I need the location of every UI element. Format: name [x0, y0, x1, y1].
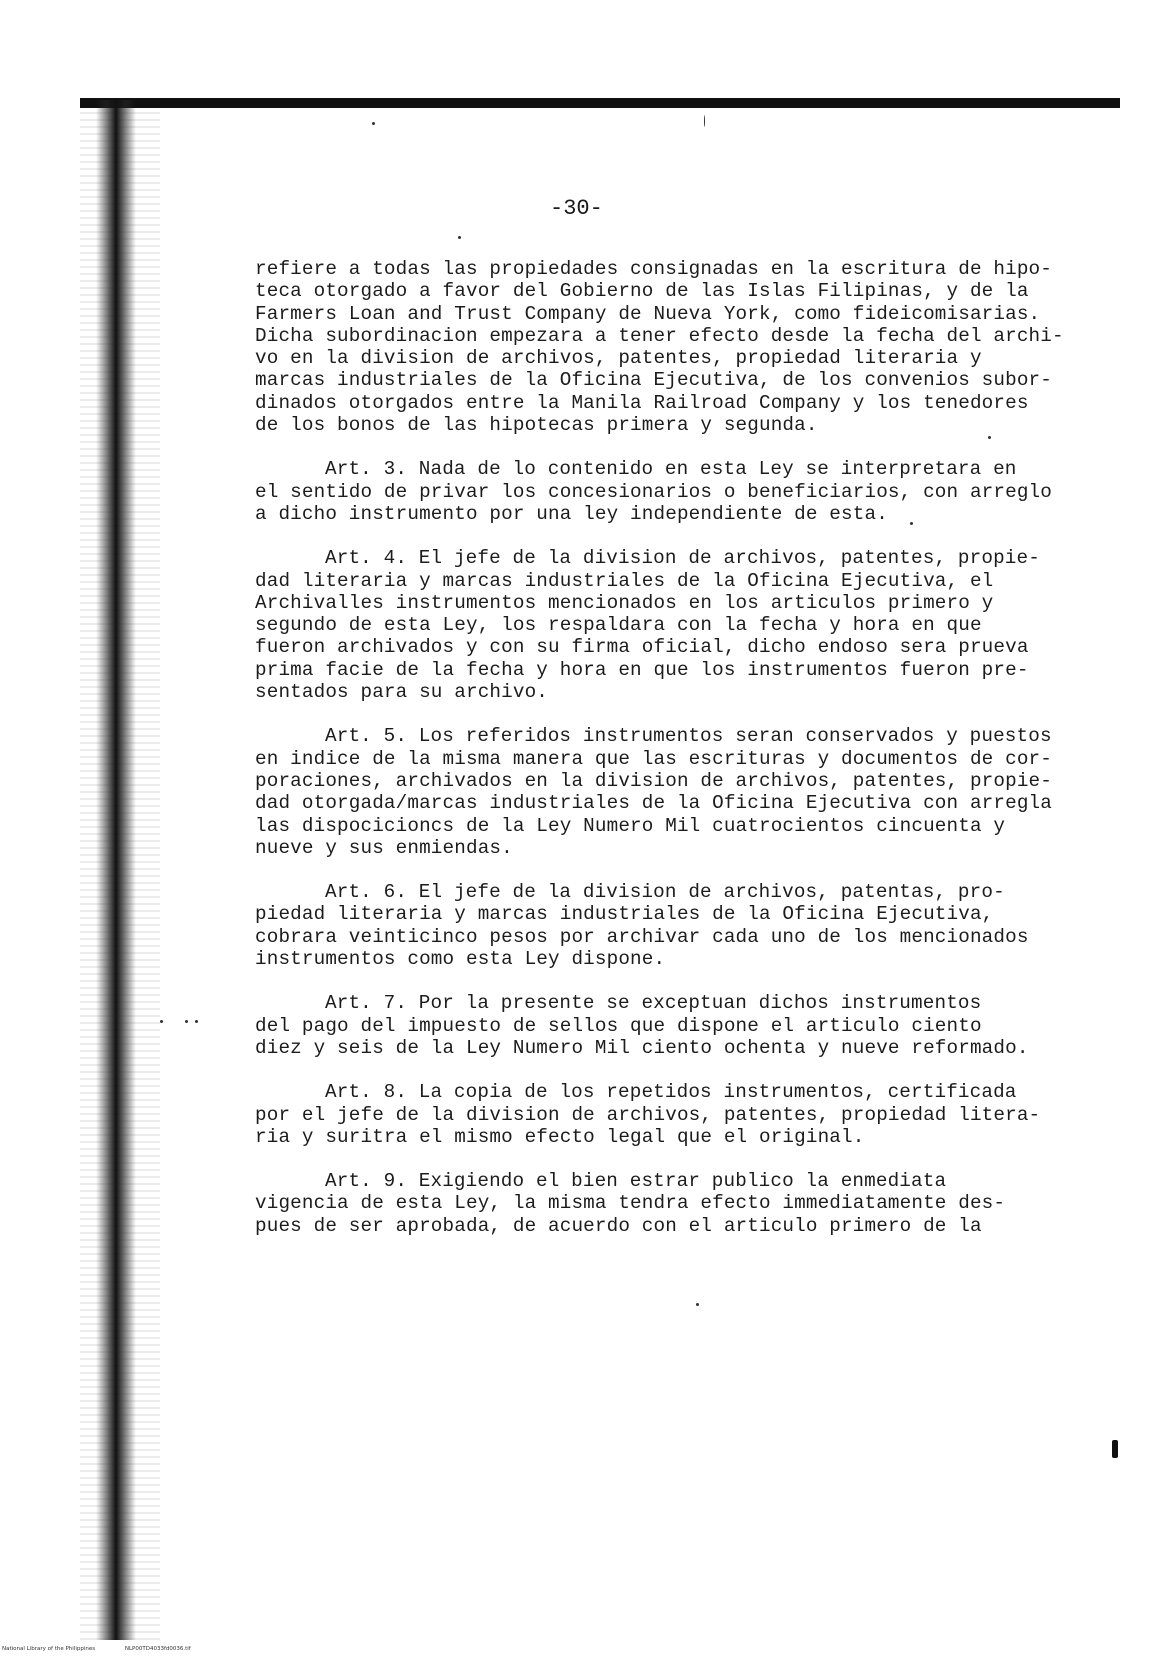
text-line: Farmers Loan and Trust Company de Nueva York, como fideicomisarias. — [255, 302, 1041, 325]
text-line: Art. 6. El jefe de la division de archivos, patentas, pro- — [325, 881, 1005, 904]
text-line: dad literaria y marcas industriales de la Oficina Ejecutiva, el — [255, 569, 994, 592]
text-line: vo en la division de archivos, patentes, propiedad literaria y — [255, 347, 982, 370]
footer-file: NLP00TD4033fd0036.tif — [124, 1646, 191, 1652]
text-line: cobrara veinticinco pesos por archivar cada uno de los mencionados — [255, 925, 1029, 948]
paragraph-continuation — [255, 258, 1075, 436]
text-line: ria y suritra el mismo efecto legal que el original. — [255, 1125, 865, 1148]
scan-speck — [160, 1020, 163, 1023]
text-line: teca otorgado a favor del Gobierno de las Islas Filipinas, y de la — [255, 280, 1029, 303]
text-line: Art. 5. Los referidos instrumentos seran conservados y puestos — [325, 725, 1052, 748]
scan-top-border — [80, 98, 1120, 108]
text-line: Art. 3. Nada de lo contenido en esta Ley se interpretara en — [325, 458, 1017, 481]
paragraph-art-3 — [255, 458, 1075, 525]
text-line: prima facie de la fecha y hora en que los instrumentos fueron pre- — [255, 658, 1029, 681]
text-line: Art. 8. La copia de los repetidos instrumentos, certificada — [325, 1081, 1017, 1104]
text-line: las dispocicioncs de la Ley Numero Mil cuatrocientos cincuenta y — [255, 814, 1006, 837]
text-line: dad otorgada/marcas industriales de la Oficina Ejecutiva con arregla — [255, 792, 1053, 815]
text-line: Archivalles instrumentos mencionados en los articulos primero y — [255, 591, 994, 614]
text-line: a dicho instrumento por una ley independiente de esta. — [255, 502, 888, 525]
text-line: segundo de esta Ley, los respaldara con la fecha y hora en que — [255, 614, 982, 637]
paragraph-art-4 — [255, 547, 1075, 703]
footer-library: National Library of the Philippines — [2, 1646, 96, 1652]
text-line: el sentido de privar los concesionarios o beneficiarios, con arreglo — [255, 480, 1053, 503]
text-line: sentados para su archivo. — [255, 681, 549, 704]
text-line: nueve y sus enmiendas. — [255, 836, 513, 859]
text-line: poraciones, archivados en la division de archivos, patentes, propie- — [255, 769, 1053, 792]
scan-footer — [2, 1646, 219, 1652]
document-body — [255, 258, 1075, 1259]
text-line: de los bonos de las hipotecas primera y segunda. — [255, 414, 818, 437]
text-line: fueron archivados y con su firma oficial, dicho endoso sera prueva — [255, 636, 1029, 659]
text-line: marcas industriales de la Oficina Ejecutiva, de los convenios subor- — [255, 369, 1053, 392]
text-line: pues de ser aprobada, de acuerdo con el articulo primero de la — [255, 1214, 982, 1237]
paragraph-art-9 — [255, 1170, 1075, 1237]
scan-left-edge — [96, 100, 136, 1640]
text-line: Art. 7. Por la presente se exceptuan dichos instrumentos — [325, 992, 982, 1015]
text-line: Art. 4. El jefe de la division de archivos, patentes, propie- — [325, 547, 1040, 570]
scan-mark — [1112, 1440, 1118, 1458]
scan-speck — [458, 236, 461, 239]
text-line: del pago del impuesto de sellos que dispone el articulo ciento — [255, 1014, 982, 1037]
scan-speck — [696, 1303, 699, 1306]
text-line: vigencia de esta Ley, la misma tendra efecto immediatamente des- — [255, 1192, 1006, 1215]
text-line: diez y seis de la Ley Numero Mil ciento ochenta y nueve reformado. — [255, 1036, 1029, 1059]
page-number: -30- — [550, 196, 603, 221]
paragraph-art-5 — [255, 725, 1075, 859]
paragraph-art-6 — [255, 881, 1075, 970]
scan-speck — [704, 115, 705, 127]
paragraph-art-8 — [255, 1081, 1075, 1148]
scan-speck — [195, 1020, 198, 1023]
text-line: Dicha subordinacion empezara a tener efecto desde la fecha del archi- — [255, 324, 1064, 347]
text-line: instrumentos como esta Ley dispone. — [255, 948, 666, 971]
text-line: dinados otorgados entre la Manila Railroad Company y los tenedores — [255, 391, 1029, 414]
text-line: por el jefe de la division de archivos, patentes, propiedad litera- — [255, 1103, 1041, 1126]
text-line: piedad literaria y marcas industriales de la Oficina Ejecutiva, — [255, 903, 994, 926]
text-line: refiere a todas las propiedades consignadas en la escritura de hipo- — [255, 258, 1053, 280]
text-line: Art. 9. Exigiendo el bien estrar publico la enmediata — [325, 1170, 947, 1193]
scan-speck — [372, 122, 375, 125]
scan-speck — [185, 1020, 188, 1023]
paragraph-art-7 — [255, 992, 1075, 1059]
text-line: en indice de la misma manera que las escrituras y documentos de cor- — [255, 747, 1053, 770]
